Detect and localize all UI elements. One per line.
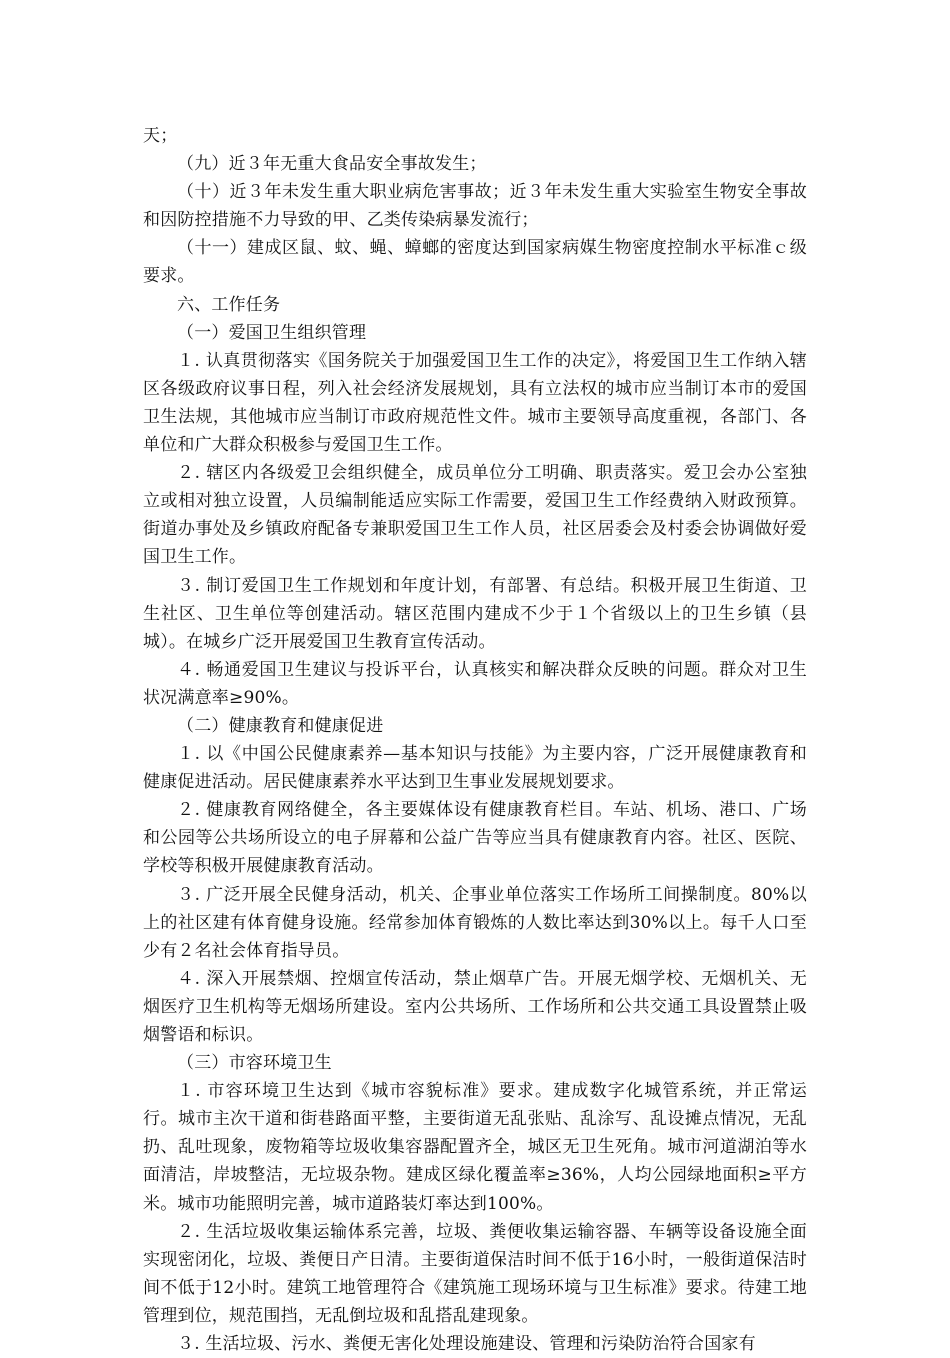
paragraph-org-4: ４. 畅通爱国卫生建议与投诉平台，认真核实和解决群众反映的问题。群众对卫生状况满意率≥90%。	[143, 659, 807, 708]
section-heading-tasks: 六、工作任务	[177, 294, 281, 315]
document-body	[143, 122, 807, 1358]
subsection-heading-health-education: （二）健康教育和健康促进	[177, 715, 384, 736]
paragraph-env-1: １. 市容环境卫生达到《城市容貌标准》要求。建成数字化城管系统，并正常运行。城市主次干道和街巷路面平整，主要街道无乱张贴、乱涂写、乱设摊点情况，无乱扔、乱吐现象，废物箱等垃圾收集容器配置齐全，城区无卫生死角。城市河道湖泊等水面清洁，岸坡整洁，无垃圾杂物。建成区绿化覆盖率≥36%，人均公园绿地面积≥平方米。城市功能照明完善，城市道路装灯率达到100%。	[143, 1081, 807, 1214]
paragraph-health-2: ２. 健康教育网络健全，各主要媒体设有健康教育栏目。车站、机场、港口、广场和公园等公共场所设立的电子屏幕和公益广告等应当具有健康教育内容。社区、医院、学校等积极开展健康教育活动。	[143, 800, 807, 877]
paragraph-health-1: １. 以《中国公民健康素养—基本知识与技能》为主要内容，广泛开展健康教育和健康促进活动。居民健康素养水平达到卫生事业发展规划要求。	[143, 744, 807, 793]
paragraph-org-2: ２. 辖区内各级爱卫会组织健全，成员单位分工明确、职责落实。爱卫会办公室独立或相对独立设置，人员编制能适应实际工作需要，爱国卫生工作经费纳入财政预算。街道办事处及乡镇政府配备专兼职爱国卫生工作人员，社区居委会及村委会协调做好爱国卫生工作。	[143, 463, 807, 568]
paragraph-continuation: 天；	[143, 126, 178, 146]
paragraph-org-3: ３. 制订爱国卫生工作规划和年度计划，有部署、有总结。积极开展卫生街道、卫生社区、卫生单位等创建活动。辖区范围内建成不少于１个省级以上的卫生乡镇（县城）。在城乡广泛开展爱国卫生教育宣传活动。	[143, 575, 807, 652]
criterion-11: （十一）建成区鼠、蚊、蝇、蟑螂的密度达到国家病媒生物密度控制水平标准ｃ级要求。	[143, 238, 807, 287]
criterion-9: （九）近３年无重大食品安全事故发生；	[177, 154, 487, 175]
paragraph-env-2: ２. 生活垃圾收集运输体系完善，垃圾、粪便收集运输容器、车辆等设备设施全面实现密闭化，垃圾、粪便日产日清。主要街道保洁时间不低于16小时，一般街道保洁时间不低于12小时。建筑工地管理符合《建筑施工现场环境与卫生标准》要求。待建工地管理到位，规范围挡，无乱倒垃圾和乱搭乱建现象。	[143, 1221, 807, 1326]
criterion-10: （十）近３年未发生重大职业病危害事故；近３年未发生重大实验室生物安全事故和因防控措施不力导致的甲、乙类传染病暴发流行；	[143, 182, 807, 231]
paragraph-org-1: １. 认真贯彻落实《国务院关于加强爱国卫生工作的决定》，将爱国卫生工作纳入辖区各级政府议事日程，列入社会经济发展规划，具有立法权的城市应当制订本市的爱国卫生法规，其他城市应当制订市政府规范性文件。城市主要领导高度重视，各部门、各单位和广大群众积极参与爱国卫生工作。	[143, 350, 807, 456]
paragraph-health-3: ３. 广泛开展全民健身活动，机关、企事业单位落实工作场所工间操制度。80%以上的社区建有体育健身设施。经常参加体育锻炼的人数比率达到30%以上。每千人口至少有２名社会体育指导员。	[143, 884, 807, 961]
paragraph-env-3: ３. 生活垃圾、污水、粪便无害化处理设施建设、管理和污染防治符合国家有	[177, 1334, 756, 1355]
subsection-heading-organization: （一）爱国卫生组织管理	[177, 322, 367, 343]
paragraph-health-4: ４. 深入开展禁烟、控烟宣传活动，禁止烟草广告。开展无烟学校、无烟机关、无烟医疗卫生机构等无烟场所建设。室内公共场所、工作场所和公共交通工具设置禁止吸烟警语和标识。	[143, 968, 807, 1045]
subsection-heading-city-environment: （三）市容环境卫生	[177, 1053, 332, 1074]
